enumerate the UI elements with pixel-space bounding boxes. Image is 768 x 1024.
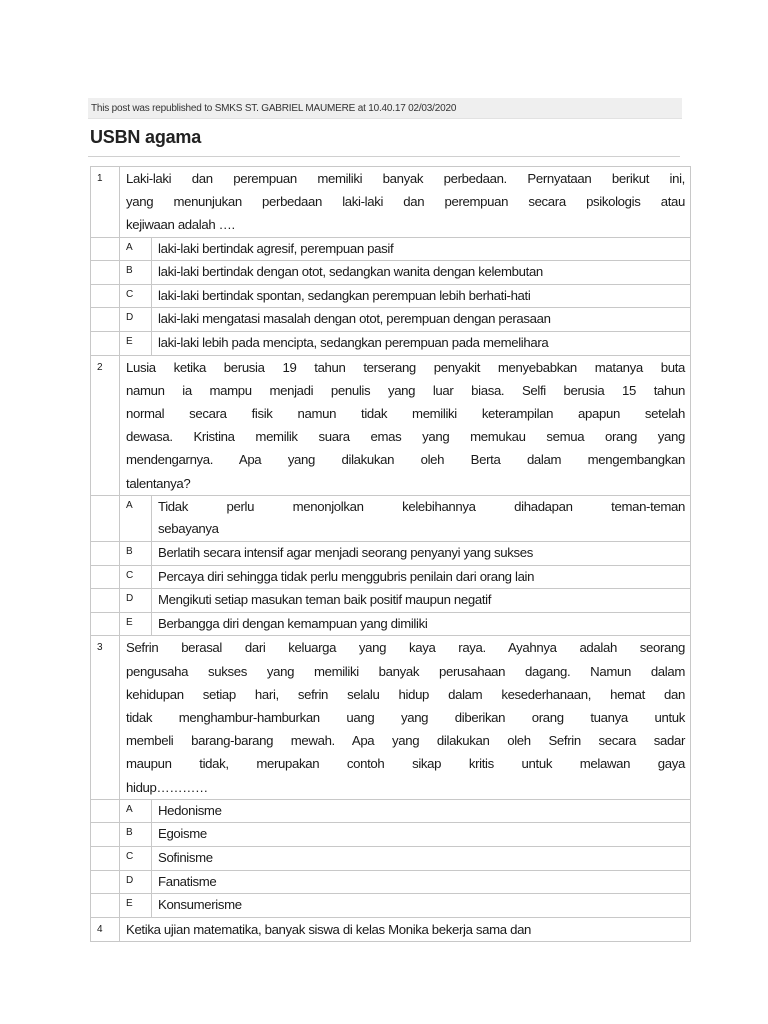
- option-row: [91, 870, 691, 894]
- option-letter: C: [120, 284, 152, 308]
- option-letter: B: [120, 823, 152, 847]
- republish-banner: This post was republished to SMKS ST. GABRIEL MAUMERE at 10.40.17 02/03/2020: [88, 98, 682, 119]
- text-line: Berlatih secara intensif agar menjadi seorang penyanyi yang sukses: [158, 544, 533, 560]
- text-line: yang menunjukan perbedaan laki-laki dan perempuan secara psikologis atau: [126, 194, 685, 210]
- empty-cell: [91, 284, 120, 308]
- question-text: [120, 917, 691, 941]
- question-number: 2: [91, 355, 120, 495]
- text-line: laki-laki lebih pada mencipta, sedangkan perempuan pada memelihara: [158, 334, 549, 350]
- option-letter: A: [120, 799, 152, 823]
- question-text: [120, 636, 691, 799]
- text-line: dewasa. Kristina memilik suara emas yang memukau semua orang yang: [126, 429, 685, 445]
- empty-cell: [91, 237, 120, 261]
- text-line: Konsumerisme: [158, 897, 242, 913]
- option-text: [152, 495, 691, 541]
- text-line: Mengikuti setiap masukan teman baik positif maupun negatif: [158, 592, 492, 608]
- option-text: [152, 846, 691, 870]
- text-line: talentanya?: [126, 475, 191, 491]
- option-text: [152, 565, 691, 589]
- option-letter: B: [120, 261, 152, 285]
- option-text: [152, 823, 691, 847]
- text-line: laki-laki bertindak spontan, sedangkan perempuan lebih berhati-hati: [158, 287, 531, 303]
- option-letter: A: [120, 495, 152, 541]
- empty-cell: [91, 589, 120, 613]
- option-text: [152, 237, 691, 261]
- option-letter: A: [120, 237, 152, 261]
- option-row: [91, 565, 691, 589]
- text-line: Ketika ujian matematika, banyak siswa di kelas Monika bekerja sama dan: [126, 921, 532, 937]
- question-number: 3: [91, 636, 120, 799]
- option-text: [152, 894, 691, 918]
- empty-cell: [91, 846, 120, 870]
- page-title: USBN agama: [90, 127, 202, 147]
- text-line: Berbangga diri dengan kemampuan yang dimiliki: [158, 615, 428, 631]
- option-letter: E: [120, 612, 152, 636]
- question-text: [120, 355, 691, 495]
- option-text: [152, 612, 691, 636]
- text-line: namun ia mampu menjadi penulis yang luar biasa. Selfi berusia 15 tahun: [126, 382, 685, 398]
- question-row: [91, 167, 691, 238]
- empty-cell: [91, 495, 120, 541]
- option-text: [152, 870, 691, 894]
- empty-cell: [91, 331, 120, 355]
- option-row: [91, 894, 691, 918]
- text-line: mendengarnya. Apa yang dilakukan oleh Berta dalam mengembangkan: [126, 452, 685, 468]
- question-row: [91, 636, 691, 799]
- text-line: Laki-laki dan perempuan memiliki banyak perbedaan. Pernyataan berikut ini,: [126, 171, 685, 186]
- text-line: membeli barang-barang mewah. Apa yang dilakukan oleh Sefrin secara sadar: [126, 733, 685, 749]
- option-row: [91, 495, 691, 541]
- text-line: normal secara fisik namun tidak memiliki keterampilan apapun setelah: [126, 405, 685, 421]
- option-letter: D: [120, 308, 152, 332]
- text-line: hidup…………: [126, 779, 208, 795]
- option-text: [152, 261, 691, 285]
- option-row: [91, 846, 691, 870]
- option-letter: E: [120, 331, 152, 355]
- empty-cell: [91, 612, 120, 636]
- question-row: [91, 917, 691, 941]
- option-letter: D: [120, 589, 152, 613]
- option-letter: E: [120, 894, 152, 918]
- text-line: laki-laki mengatasi masalah dengan otot, perempuan dengan perasaan: [158, 311, 551, 327]
- option-row: [91, 541, 691, 565]
- question-row: [91, 355, 691, 495]
- text-line: Sofinisme: [158, 849, 213, 865]
- option-text: [152, 589, 691, 613]
- option-letter: B: [120, 541, 152, 565]
- option-row: [91, 799, 691, 823]
- empty-cell: [91, 261, 120, 285]
- option-row: [91, 612, 691, 636]
- option-text: [152, 541, 691, 565]
- text-line: Egoisme: [158, 826, 207, 842]
- text-line: Lusia ketika berusia 19 tahun terserang penyakit menyebabkan matanya buta: [126, 359, 685, 375]
- option-text: [152, 284, 691, 308]
- text-line: Hedonisme: [158, 802, 222, 818]
- text-line: tidak menghambur-hamburkan uang yang diberikan orang tuanya untuk: [126, 709, 685, 725]
- question-text: [120, 167, 691, 238]
- questions-table: [90, 166, 691, 942]
- text-line: laki-laki bertindak dengan otot, sedangkan wanita dengan kelembutan: [158, 264, 543, 280]
- text-line: maupun tidak, merupakan contoh sikap kritis untuk melawan gaya: [126, 756, 685, 772]
- option-letter: D: [120, 870, 152, 894]
- empty-cell: [91, 894, 120, 918]
- text-line: Percaya diri sehingga tidak perlu menggubris penilain dari orang lain: [158, 568, 535, 584]
- option-letter: C: [120, 846, 152, 870]
- question-number: 4: [91, 917, 120, 941]
- empty-cell: [91, 870, 120, 894]
- text-line: Sefrin berasal dari keluarga yang kaya raya. Ayahnya adalah seorang: [126, 640, 685, 656]
- text-line: Fanatisme: [158, 873, 217, 889]
- empty-cell: [91, 823, 120, 847]
- title-divider: [88, 156, 680, 157]
- empty-cell: [91, 308, 120, 332]
- text-line: pengusaha sukses yang memiliki banyak perusahaan dagang. Namun dalam: [126, 663, 685, 679]
- option-text: [152, 308, 691, 332]
- text-line: laki-laki bertindak agresif, perempuan pasif: [158, 240, 394, 256]
- option-letter: C: [120, 565, 152, 589]
- option-text: [152, 799, 691, 823]
- option-row: [91, 261, 691, 285]
- option-text: [152, 331, 691, 355]
- text-line: kehidupan setiap hari, sefrin selalu hidup dalam kesederhanaan, hemat dan: [126, 686, 685, 702]
- option-row: [91, 237, 691, 261]
- text-line: sebayanya: [158, 521, 219, 537]
- text-line: kejiwaan adalah ….: [126, 217, 235, 233]
- empty-cell: [91, 799, 120, 823]
- question-number: 1: [91, 167, 120, 238]
- empty-cell: [91, 541, 120, 565]
- option-row: [91, 823, 691, 847]
- option-row: [91, 308, 691, 332]
- text-line: Tidak perlu menonjolkan kelebihannya dihadapan teman-teman: [158, 498, 685, 514]
- option-row: [91, 331, 691, 355]
- option-row: [91, 284, 691, 308]
- option-row: [91, 589, 691, 613]
- empty-cell: [91, 565, 120, 589]
